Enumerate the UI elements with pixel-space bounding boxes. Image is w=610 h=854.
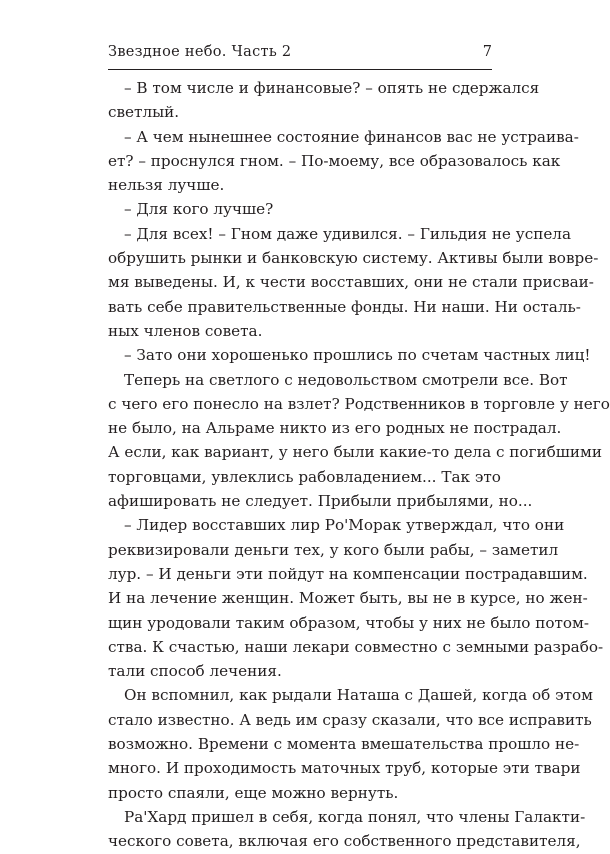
text-line: стало известно. А ведь им сразу сказали, что все исправить [108, 710, 592, 729]
text-line: А если, как вариант, у него были какие-то дела с погибшими [108, 443, 602, 462]
text-line: много. И проходимость маточных труб, которые эти твари [108, 759, 581, 778]
running-title: Звездное небо. Часть 2 [108, 44, 292, 60]
text-line: – Зато они хорошенько прошлись по счетам частных лиц! [124, 346, 591, 365]
text-line: щин уродовали таким образом, чтобы у них не было потом- [108, 613, 589, 632]
text-line: с чего его понесло на взлет? Родственников в торговле у него [108, 394, 610, 413]
text-line: нельзя лучше. [108, 176, 225, 195]
header-divider [108, 69, 492, 70]
text-line: Он вспомнил, как рыдали Наташа с Дашей, когда об этом [124, 686, 593, 705]
text-line: вать себе правительственные фонды. Ни наши. Ни осталь- [108, 297, 581, 316]
page-number: 7 [482, 44, 492, 60]
text-line: лур. – И деньги эти пойдут на компенсации пострадавшим. [108, 564, 588, 583]
page-header [108, 44, 492, 66]
text-line: возможно. Времени с момента вмешательства прошло не- [108, 735, 580, 754]
text-line: И на лечение женщин. Может быть, вы не в курсе, но жен- [108, 589, 588, 608]
text-line: Теперь на светлого с недовольством смотрели все. Вот [124, 370, 568, 389]
text-line: – Для кого лучше? [124, 200, 274, 219]
text-line: просто спаяли, еще можно вернуть. [108, 783, 399, 802]
text-line: тали способ лечения. [108, 662, 282, 681]
text-line: торговцами, увлеклись рабовладением... Так это [108, 467, 501, 486]
text-line: ет? – проснулся гном. – По-моему, все образовалось как [108, 151, 561, 170]
body-text [108, 76, 610, 854]
text-line: мя выведены. И, к чести восставших, они не стали присваи- [108, 273, 594, 292]
text-line: не было, на Альраме никто из его родных не пострадал. [108, 419, 562, 438]
text-line: – А чем нынешнее состояние финансов вас не устраива- [124, 127, 579, 146]
text-line: реквизировали деньги тех, у кого были рабы, – заметил [108, 540, 559, 559]
text-line: – Для всех! – Гном даже удивился. – Гильдия не успела [124, 224, 572, 243]
text-line: – Лидер восставших лир Ро'Морак утверждал, что они [124, 516, 565, 535]
text-line: ства. К счастью, наши лекари совместно с земными разрабо- [108, 637, 604, 656]
text-line: светлый. [108, 103, 180, 122]
text-line: ческого совета, включая его собственного представителя, [108, 832, 581, 851]
text-line: ных членов совета. [108, 321, 263, 340]
text-line: Ра'Хард пришел в себя, когда понял, что члены Галакти- [124, 807, 586, 826]
text-line: афишировать не следует. Прибыли прибылями, но... [108, 492, 533, 511]
text-line: обрушить рынки и банковскую систему. Активы были вовре- [108, 249, 599, 268]
text-line: – В том числе и финансовые? – опять не сдержался [124, 79, 540, 97]
